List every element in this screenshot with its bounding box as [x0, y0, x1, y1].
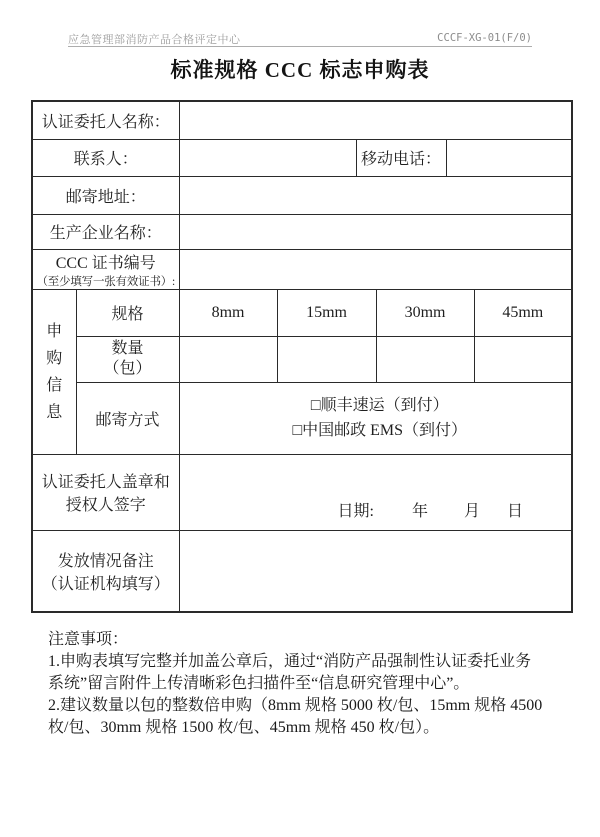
applicant-name-cell [179, 101, 572, 139]
row-shipping [32, 382, 572, 454]
notes-item-1: 1.申购表填写完整并加盖公章后，通过“消防产品强制性认证委托业务系统”留言附件上传清晰彩色扫描件至“信息研究管理中心”。 [48, 653, 532, 692]
issue-note-label [32, 530, 179, 612]
header-org-name: 应急管理部消防产品合格评定中心 [68, 34, 241, 46]
shipping-options-cell [179, 382, 572, 454]
date-year-label: 年 [411, 502, 428, 520]
spec-45mm: 45mm [474, 289, 572, 336]
ccc-cert-cell [179, 249, 572, 289]
shipping-option-sf-express: □顺丰速运（到付） [310, 397, 449, 414]
row-spec [32, 289, 572, 336]
quantity-label-line1: 数量 [111, 340, 144, 357]
manufacturer-label: 生产企业名称： [32, 214, 179, 249]
qty-cell-30mm [376, 336, 474, 382]
signature-label [32, 454, 179, 530]
address-cell [179, 176, 572, 214]
shipping-option-ems: □中国邮政 EMS（到付） [292, 422, 468, 439]
contact-label: 联系人： [32, 139, 179, 176]
qty-cell-15mm [277, 336, 376, 382]
contact-cell [179, 139, 356, 176]
qty-cell-45mm [474, 336, 572, 382]
quantity-label-line2: （包） [103, 360, 152, 377]
qty-cell-8mm [179, 336, 277, 382]
address-label: 邮寄地址： [32, 176, 179, 214]
spec-15mm: 15mm [277, 289, 376, 336]
row-ccc-cert [32, 249, 572, 289]
spec-30mm: 30mm [376, 289, 474, 336]
notes-item-2: 2.建议数量以包的整数倍申购（8mm 规格 5000 枚/包、15mm 规格 4500 枚/包、30mm 规格 1500 枚/包、45mm 规格 450 枚/包）。 [48, 697, 543, 736]
ccc-cert-label-line2: （至少填写一张有效证书）: [36, 275, 176, 288]
mobile-cell [446, 139, 572, 176]
signature-cell [179, 454, 572, 530]
notes-section [48, 629, 547, 739]
notes-heading: 注意事项： [48, 631, 129, 648]
row-signature [32, 454, 572, 530]
spec-8mm: 8mm [179, 289, 277, 336]
quantity-label [76, 336, 179, 382]
applicant-name-label: 认证委托人名称： [32, 101, 179, 139]
header-rule [68, 46, 532, 47]
mobile-label: 移动电话： [356, 139, 446, 176]
issue-note-label-line1: 发放情况备注 [57, 552, 154, 570]
date-line [180, 498, 572, 521]
row-quantity [32, 336, 572, 382]
page-title: 标准规格 CCC 标志申购表 [170, 58, 430, 82]
issue-note-label-line2: （认证机构填写） [41, 575, 170, 593]
form-table [31, 100, 573, 613]
signature-label-line2: 授权人签字 [65, 497, 146, 514]
row-applicant [32, 101, 572, 139]
issue-note-cell [179, 530, 572, 612]
spec-label: 规格 [76, 289, 179, 336]
date-label: 日期: [337, 502, 374, 520]
ccc-cert-label [32, 249, 179, 289]
ccc-cert-label-line1: CCC 证书编号 [55, 254, 156, 272]
purchase-group-label: 申购信息 [32, 289, 76, 454]
date-month-label: 月 [463, 502, 480, 520]
row-address [32, 176, 572, 214]
header-doc-code: CCCF-XG-01(F/0) [437, 32, 532, 44]
shipping-label: 邮寄方式 [76, 382, 179, 454]
row-issue-note [32, 530, 572, 612]
date-day-label: 日 [507, 502, 524, 520]
manufacturer-cell [179, 214, 572, 249]
row-manufacturer [32, 214, 572, 249]
row-contact [32, 139, 572, 176]
signature-label-line1: 认证委托人盖章和 [41, 474, 170, 491]
